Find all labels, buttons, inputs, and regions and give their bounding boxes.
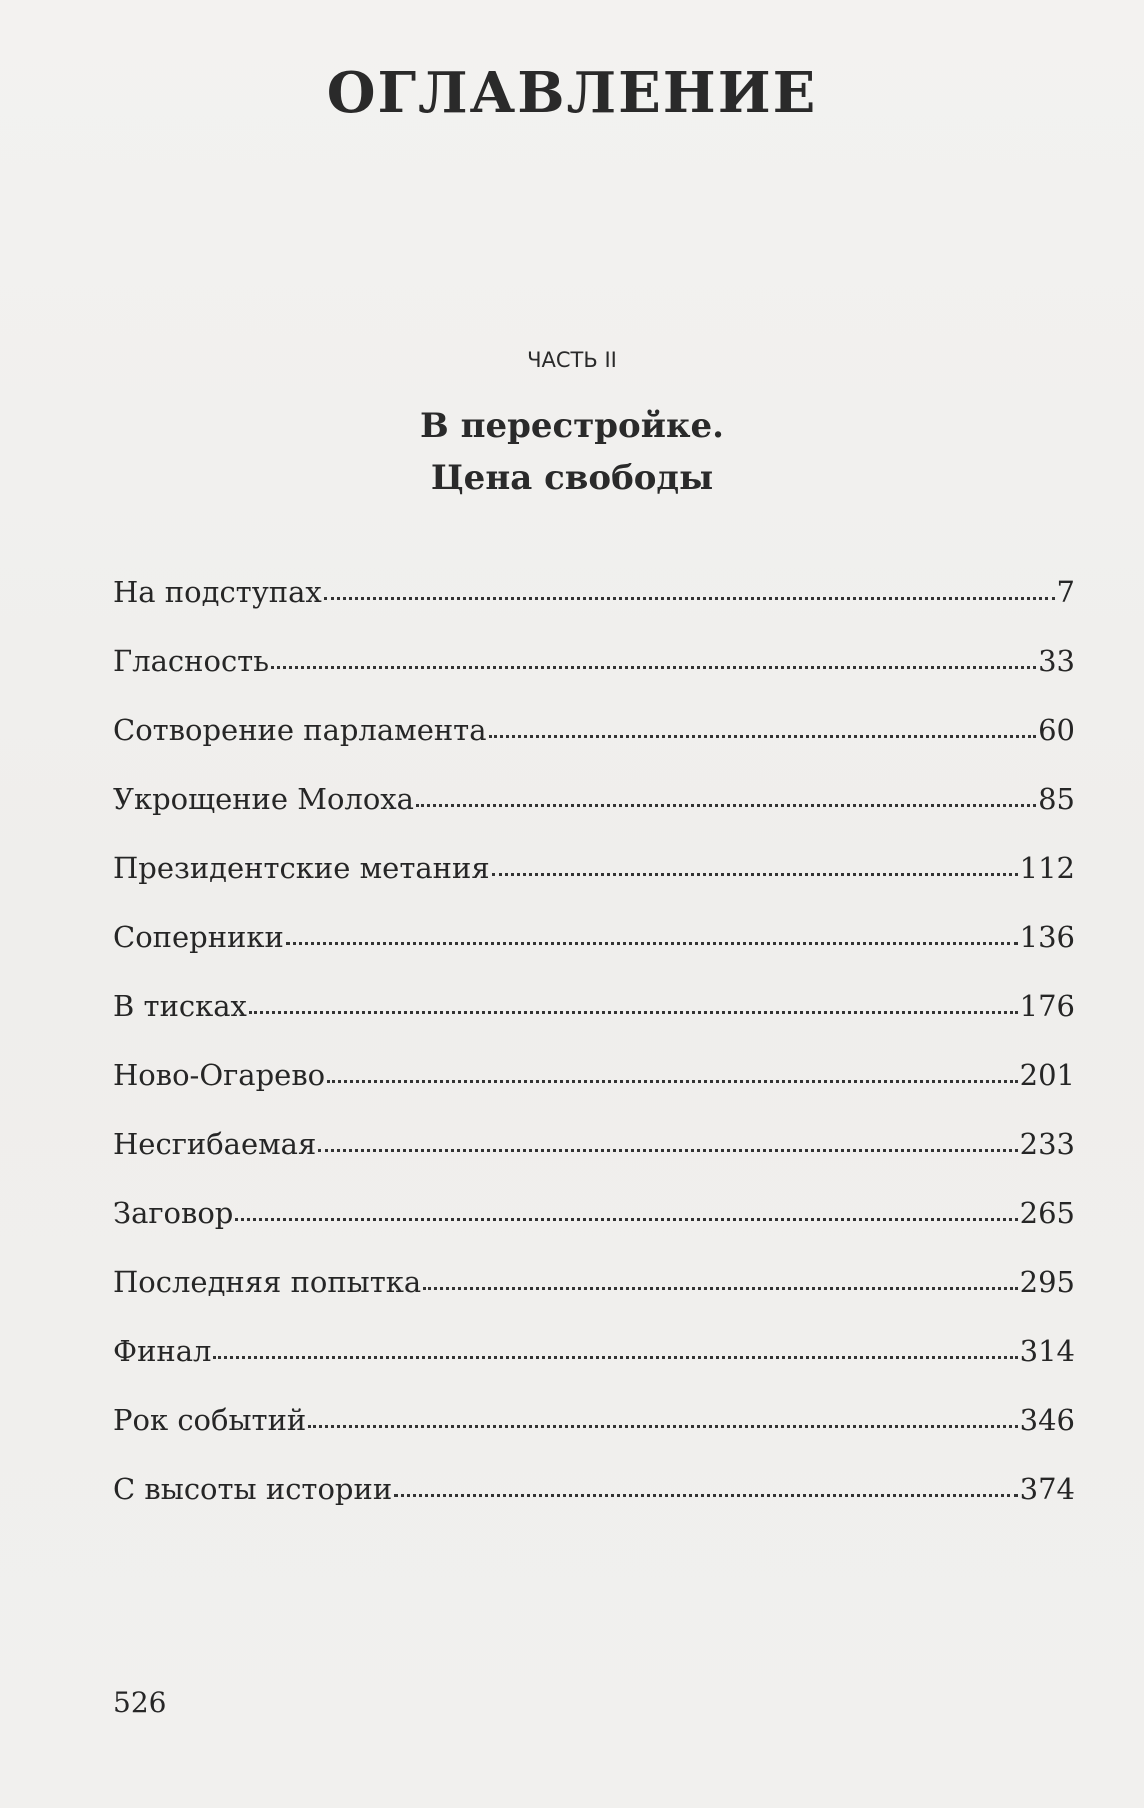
toc-entry-title: Рок событий xyxy=(113,1403,307,1437)
part-title xyxy=(0,400,1144,504)
toc-leader-dots xyxy=(249,1010,1018,1014)
toc-entry-title: Сотворение парламента xyxy=(113,713,487,747)
table-of-contents xyxy=(113,575,1075,1541)
toc-leader-dots xyxy=(213,1355,1017,1359)
toc-leader-dots xyxy=(286,941,1018,945)
toc-entry-page: 201 xyxy=(1019,1058,1075,1092)
toc-entry-title: Последняя попытка xyxy=(113,1265,422,1299)
toc-entry-page: 85 xyxy=(1038,782,1075,816)
toc-entry xyxy=(113,713,1075,782)
toc-entry xyxy=(113,920,1075,989)
toc-entry-page: 346 xyxy=(1019,1403,1075,1437)
toc-entry-page: 176 xyxy=(1019,989,1075,1023)
toc-leader-dots xyxy=(423,1286,1017,1290)
toc-leader-dots xyxy=(416,803,1036,807)
toc-entry-page: 136 xyxy=(1019,920,1075,954)
toc-entry xyxy=(113,1265,1075,1334)
part-title-line-2: Цена свободы xyxy=(430,458,714,498)
toc-entry xyxy=(113,989,1075,1058)
toc-entry xyxy=(113,575,1075,644)
toc-leader-dots xyxy=(308,1424,1017,1428)
toc-entry-title: На подступах xyxy=(113,575,322,609)
toc-entry-title: Несгибаемая xyxy=(113,1127,317,1161)
toc-entry xyxy=(113,851,1075,920)
toc-leader-dots xyxy=(324,596,1055,600)
toc-entry xyxy=(113,644,1075,713)
toc-entry xyxy=(113,1334,1075,1403)
toc-entry-page: 33 xyxy=(1038,644,1075,678)
toc-leader-dots xyxy=(327,1079,1018,1083)
toc-entry xyxy=(113,1127,1075,1196)
part-label: ЧАСТЬ II xyxy=(527,348,617,372)
toc-entry xyxy=(113,1403,1075,1472)
toc-entry-page: 374 xyxy=(1019,1472,1075,1506)
toc-leader-dots xyxy=(489,734,1037,738)
toc-entry-title: Гласность xyxy=(113,644,270,678)
toc-entry xyxy=(113,1058,1075,1127)
toc-entry-title: Укрощение Молоха xyxy=(113,782,414,816)
toc-entry-title: Заговор xyxy=(113,1196,234,1230)
toc-entry-title: Финал xyxy=(113,1334,212,1368)
part-title-line-1: В перестройке. xyxy=(420,406,724,446)
toc-entry-page: 7 xyxy=(1056,575,1075,609)
toc-entry-title: Ново-Огарево xyxy=(113,1058,326,1092)
toc-leader-dots xyxy=(394,1493,1017,1497)
toc-entry-page: 295 xyxy=(1019,1265,1075,1299)
toc-leader-dots xyxy=(235,1217,1017,1221)
toc-leader-dots xyxy=(318,1148,1017,1152)
toc-entry xyxy=(113,782,1075,851)
toc-entry-page: 60 xyxy=(1038,713,1075,747)
toc-entry-page: 112 xyxy=(1019,851,1075,885)
toc-entry-title: С высоты истории xyxy=(113,1472,393,1506)
toc-entry-page: 265 xyxy=(1019,1196,1075,1230)
toc-leader-dots xyxy=(271,665,1036,669)
page-title: ОГЛАВЛЕНИЕ xyxy=(326,60,818,126)
toc-entry-title: Соперники xyxy=(113,920,284,954)
toc-entry-page: 314 xyxy=(1019,1334,1075,1368)
toc-entry-title: В тисках xyxy=(113,989,247,1023)
toc-leader-dots xyxy=(492,872,1018,876)
toc-entry-page: 233 xyxy=(1019,1127,1075,1161)
toc-entry xyxy=(113,1196,1075,1265)
toc-entry-title: Президентские метания xyxy=(113,851,490,885)
toc-entry xyxy=(113,1472,1075,1541)
page-number: 526 xyxy=(113,1686,167,1719)
